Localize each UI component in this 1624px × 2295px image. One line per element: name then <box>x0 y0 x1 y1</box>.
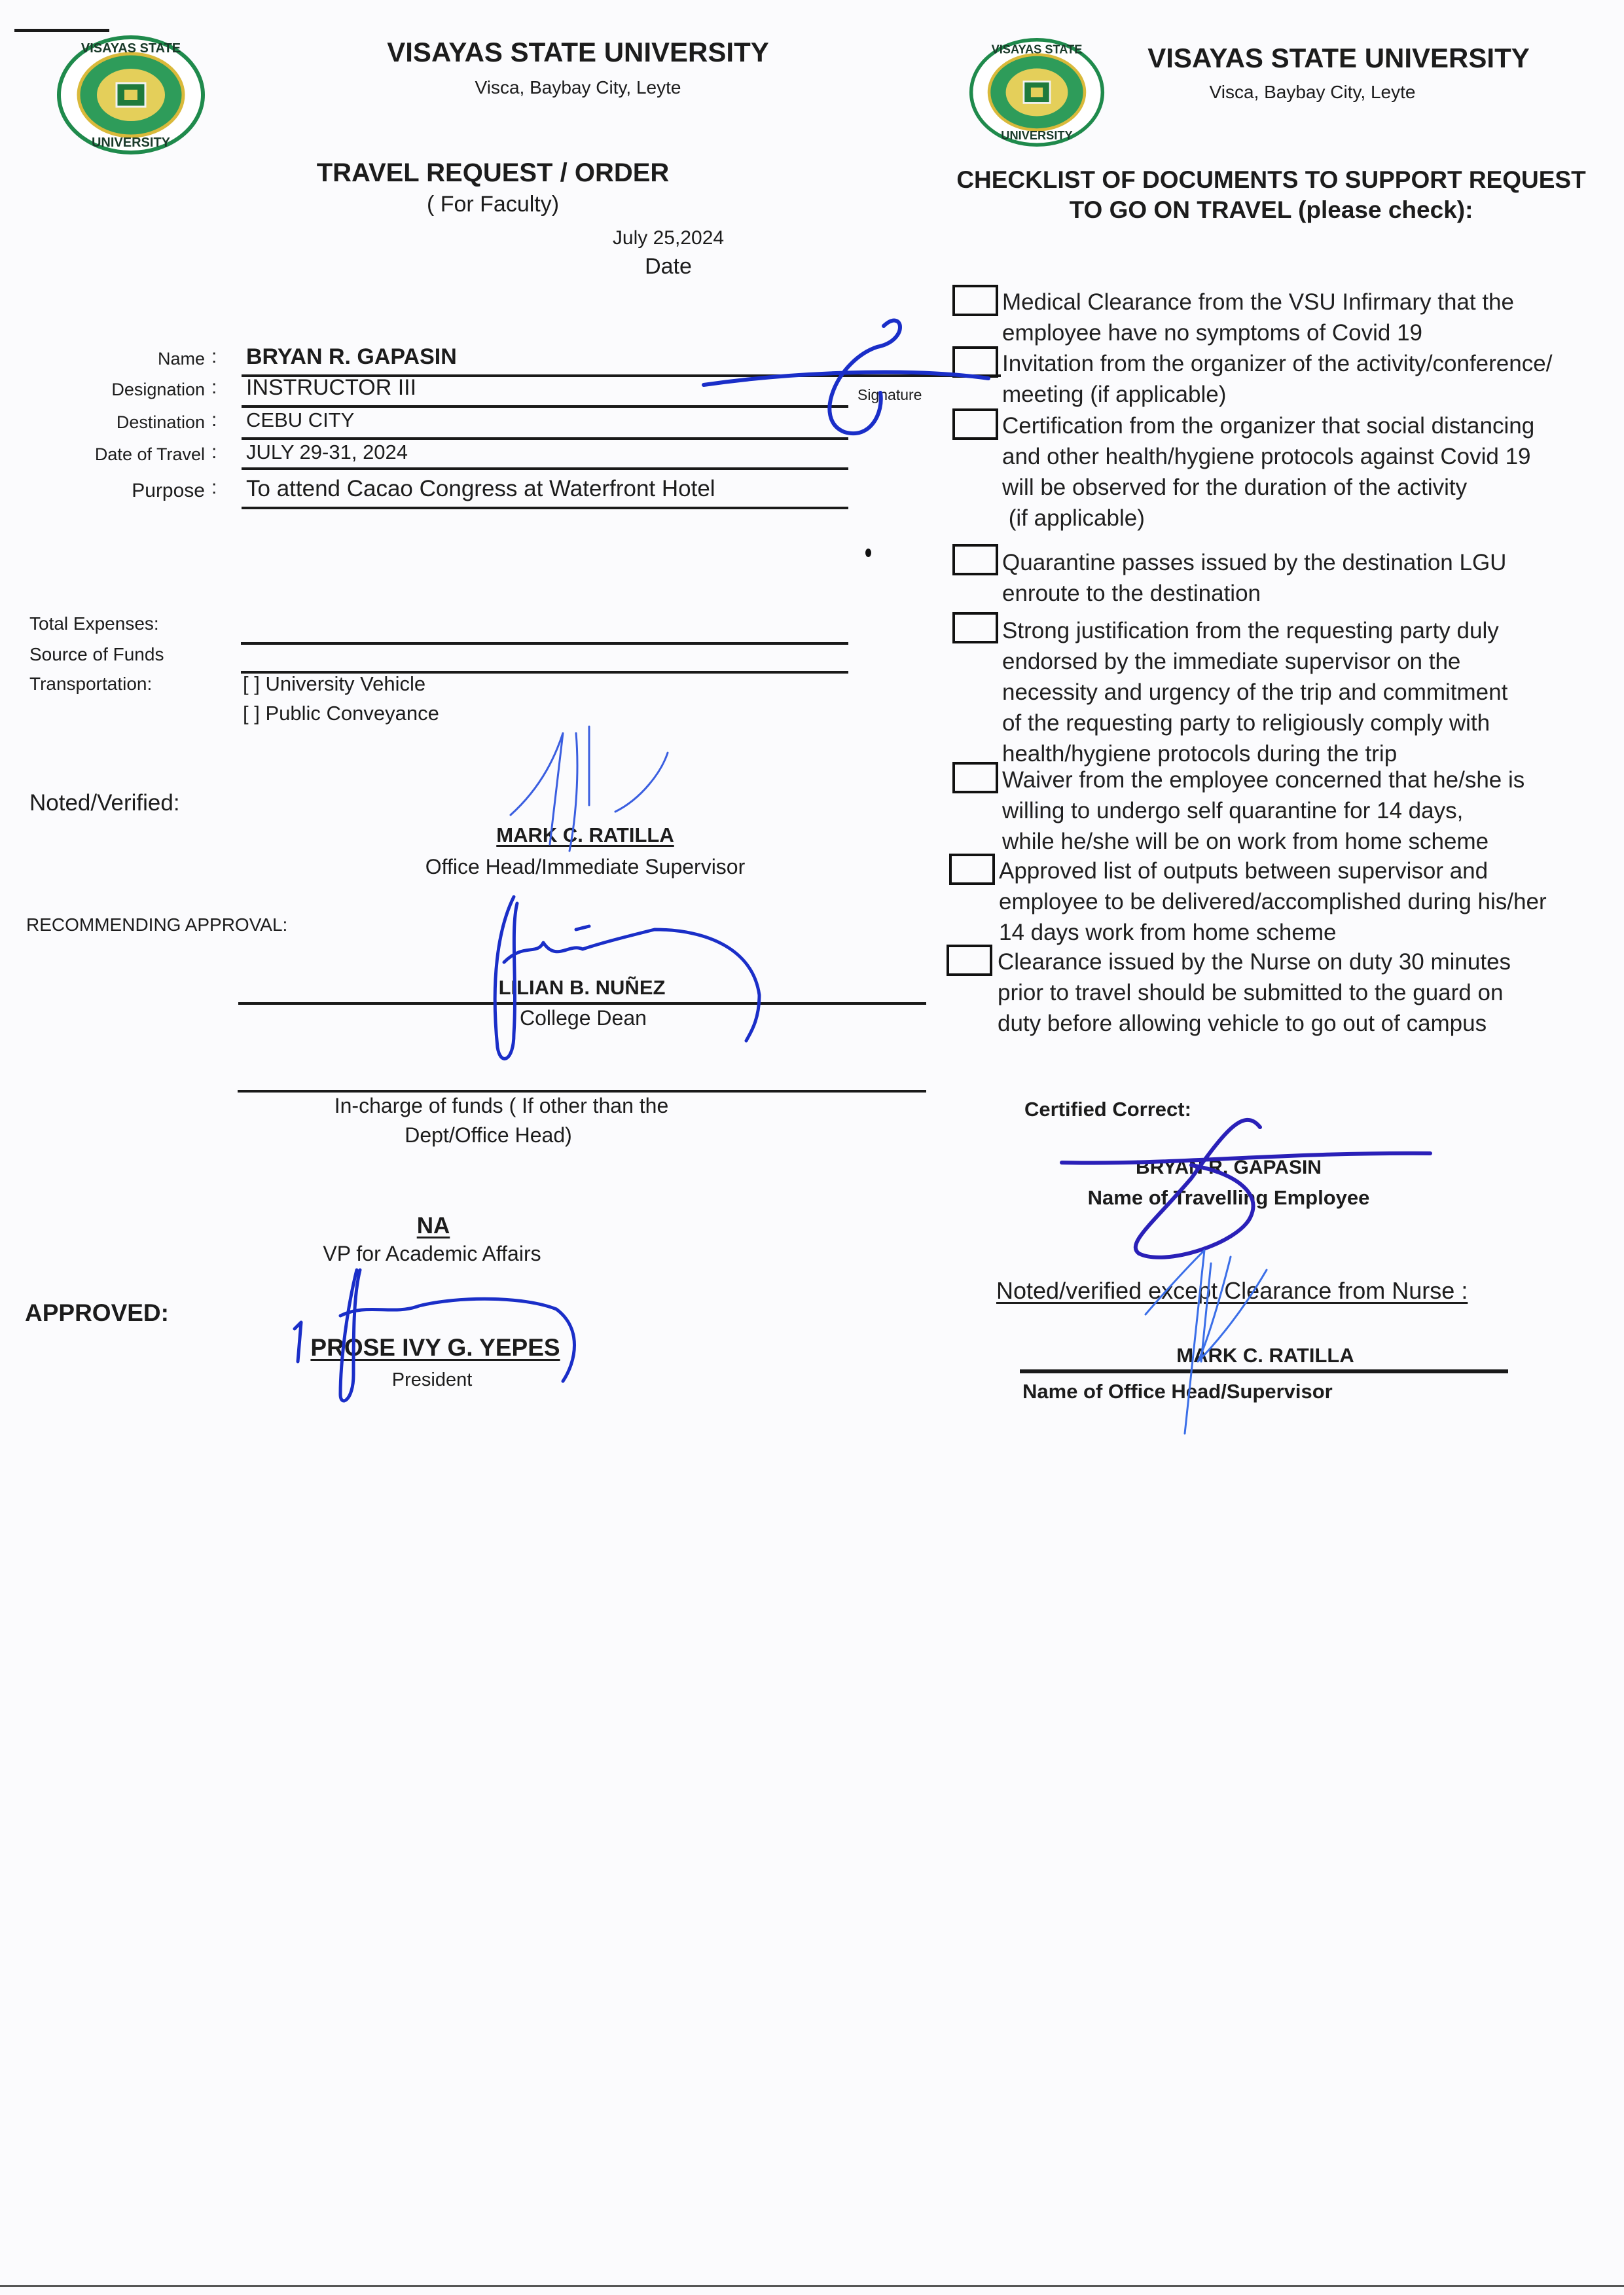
checkbox-nurse-clearance[interactable] <box>947 945 992 976</box>
supervisor-name: MARK C. RATILLA <box>496 823 674 846</box>
total-expenses-label: Total Expenses: <box>29 613 159 634</box>
checklist-item-text: Quarantine passes issued by the destination LGU <box>1002 550 1507 575</box>
svg-text:UNIVERSITY: UNIVERSITY <box>91 136 171 150</box>
checklist-item-text: prior to travel should be submitted to the guard on <box>998 980 1504 1005</box>
checklist-item-text: Certification from the organizer that social distancing <box>1002 413 1535 439</box>
checklist-item-text: enroute to the destination <box>1002 581 1261 606</box>
funds-title-line2: Dept/Office Head) <box>405 1123 572 1147</box>
dean-signature-line <box>238 1002 926 1005</box>
funds-title-line1: In-charge of funds ( If other than the <box>334 1094 669 1117</box>
svg-text:UNIVERSITY: UNIVERSITY <box>1001 128 1073 143</box>
university-address-left: Visca, Baybay City, Leyte <box>475 77 681 98</box>
university-name-right: VISAYAS STATE UNIVERSITY <box>1147 43 1530 73</box>
approved-label: APPROVED: <box>25 1299 169 1326</box>
president-title: President <box>391 1369 473 1390</box>
university-name-left: VISAYAS STATE UNIVERSITY <box>387 37 769 67</box>
checklist-item-text: Invitation from the organizer of the activity/conference/ <box>1002 351 1553 376</box>
checklist-item-text: 14 days work from home scheme <box>999 920 1337 945</box>
employee-name: BRYAN R. GAPASIN <box>1136 1157 1322 1178</box>
checklist-title-line2: TO GO ON TRAVEL (please check): <box>1069 196 1473 223</box>
checklist-item-text: necessity and urgency of the trip and commitment <box>1002 679 1508 705</box>
university-seal-logo-right <box>969 37 1105 148</box>
office-head-title: Name of Office Head/Supervisor <box>1022 1380 1333 1403</box>
recommending-approval-label: RECOMMENDING APPROVAL: <box>26 914 288 935</box>
field-label-date-of-travel: Date of Travel <box>94 444 205 464</box>
checklist-item <box>998 947 1511 1039</box>
date-value: July 25,2024 <box>612 227 725 249</box>
vpaa-name: NA <box>416 1213 450 1238</box>
office-head-line <box>1020 1369 1508 1373</box>
total-expenses-line[interactable] <box>241 642 848 645</box>
funds-signature-line <box>238 1090 926 1093</box>
option-public-conveyance[interactable]: [ ] Public Conveyance <box>243 702 439 725</box>
checklist-item-text: while he/she will be on work from home scheme <box>1002 829 1489 854</box>
checklist-item <box>1002 348 1552 410</box>
svg-text:VISAYAS STATE: VISAYAS STATE <box>991 42 1083 56</box>
checklist-item <box>1002 287 1514 348</box>
checklist-item-text: employee to be delivered/accomplished during his/her <box>999 889 1547 914</box>
checkbox-invitation[interactable] <box>952 346 998 378</box>
checkbox-waiver[interactable] <box>952 762 998 793</box>
scan-mark <box>14 29 109 32</box>
employee-title: Name of Travelling Employee <box>1087 1186 1370 1209</box>
field-underline <box>242 507 848 509</box>
checklist-item-text: and other health/hygiene protocols against Covid 19 <box>1002 444 1531 469</box>
checklist-item <box>1002 547 1506 609</box>
checklist-item <box>1002 615 1507 769</box>
colon: : <box>211 409 217 431</box>
checklist-item-text: willing to undergo self quarantine for 14 days, <box>1002 798 1464 823</box>
field-underline <box>242 467 848 470</box>
vpaa-title: VP for Academic Affairs <box>323 1242 541 1265</box>
signature-label: Signature <box>857 386 922 403</box>
checklist-item-text: (if applicable) <box>1002 505 1145 531</box>
field-value-designation[interactable]: INSTRUCTOR III <box>246 375 417 400</box>
checklist-item-text: will be observed for the duration of the activity <box>1002 475 1468 500</box>
checklist-item <box>1002 410 1534 533</box>
checkbox-medical-clearance[interactable] <box>952 285 998 316</box>
checklist-item-text: Clearance issued by the Nurse on duty 30 minutes <box>998 949 1511 975</box>
field-label-purpose: Purpose <box>132 480 205 501</box>
source-of-funds-label: Source of Funds <box>29 644 164 664</box>
checkbox-strong-justification[interactable] <box>952 612 998 643</box>
checklist-title-line1: CHECKLIST OF DOCUMENTS TO SUPPORT REQUEST <box>956 166 1586 193</box>
field-value-destination[interactable]: CEBU CITY <box>246 408 355 431</box>
checklist-item-text: Medical Clearance from the VSU Infirmary that the <box>1002 289 1514 315</box>
colon: : <box>211 477 217 498</box>
colon: : <box>211 346 217 367</box>
field-label-designation: Designation <box>111 380 205 399</box>
svg-text:VISAYAS STATE: VISAYAS STATE <box>81 41 181 56</box>
field-value-date-of-travel[interactable]: JULY 29-31, 2024 <box>246 441 408 463</box>
checklist-item-text: Strong justification from the requesting party duly <box>1002 618 1499 643</box>
transportation-label: Transportation: <box>29 674 153 694</box>
colon: : <box>211 376 217 398</box>
checkbox-quarantine-passes[interactable] <box>952 544 998 575</box>
checklist-item <box>999 856 1547 948</box>
form-subtitle: ( For Faculty) <box>426 192 560 217</box>
supervisor-title: Office Head/Immediate Supervisor <box>425 855 746 878</box>
office-head-name: MARK C. RATILLA <box>1176 1344 1354 1367</box>
field-value-name[interactable]: BRYAN R. GAPASIN <box>246 344 457 369</box>
checkbox-approved-outputs[interactable] <box>949 854 995 885</box>
president-name: PROSE IVY G. YEPES <box>310 1334 560 1361</box>
noted-except-label: Noted/verified except Clearance from Nurse : <box>996 1277 1468 1304</box>
date-label: Date <box>645 254 692 279</box>
checklist-item-text: of the requesting party to religiously comply with <box>1002 710 1490 736</box>
dean-title: College Dean <box>520 1006 647 1030</box>
ink-speck <box>865 549 871 557</box>
noted-verified-label: Noted/Verified: <box>29 790 180 816</box>
field-value-purpose[interactable]: To attend Cacao Congress at Waterfront Hotel <box>246 476 715 501</box>
certified-correct-label: Certified Correct: <box>1024 1098 1191 1121</box>
colon: : <box>211 441 217 463</box>
field-label-name: Name <box>157 349 205 369</box>
page-bottom-edge <box>0 2285 1624 2287</box>
field-underline <box>242 405 848 408</box>
option-university-vehicle[interactable]: [ ] University Vehicle <box>243 672 426 695</box>
checkbox-certification[interactable] <box>952 408 998 440</box>
dean-name: LILIAN B. NUÑEZ <box>498 976 666 999</box>
checklist-item-text: endorsed by the immediate supervisor on the <box>1002 649 1461 674</box>
field-label-destination: Destination <box>116 412 205 432</box>
checklist-item-text: health/hygiene protocols during the trip <box>1002 741 1398 767</box>
university-seal-logo <box>56 35 206 154</box>
checklist-item-text: meeting (if applicable) <box>1002 382 1227 407</box>
checklist-item-text: duty before allowing vehicle to go out of campus <box>998 1011 1487 1036</box>
checklist-item-text: employee have no symptoms of Covid 19 <box>1002 320 1422 346</box>
field-underline <box>242 437 848 440</box>
checklist-item <box>1002 765 1525 857</box>
checklist-item-text: Waiver from the employee concerned that he/she is <box>1002 767 1525 793</box>
form-title: TRAVEL REQUEST / ORDER <box>316 158 670 187</box>
university-address-right: Visca, Baybay City, Leyte <box>1209 82 1416 102</box>
checklist-item-text: Approved list of outputs between supervisor and <box>999 858 1489 884</box>
